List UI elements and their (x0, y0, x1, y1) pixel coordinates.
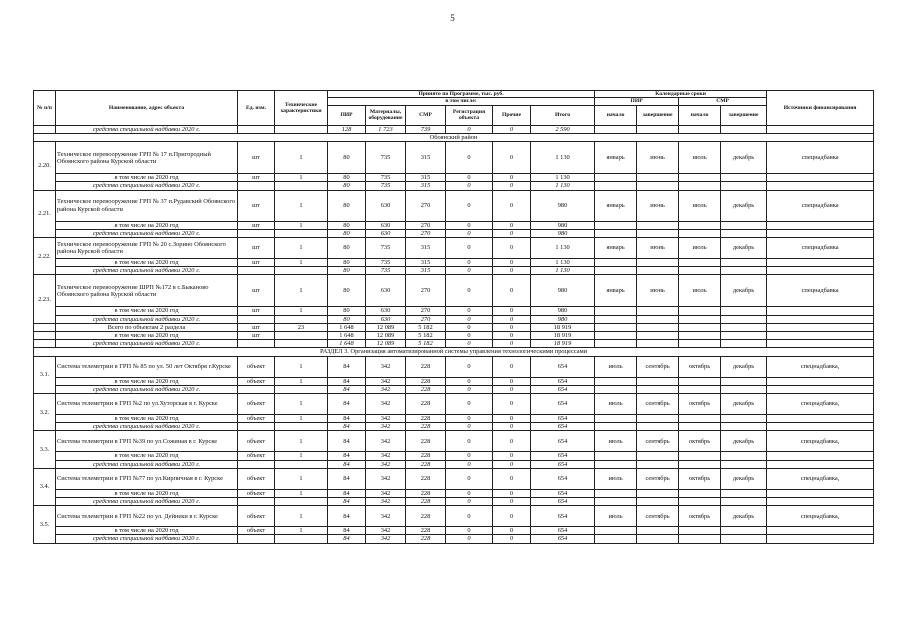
table-row: в том числе на 2020 год шт 1 80 735 315 0 0 1 130 (34, 259, 874, 267)
col-cal-smr: СМР (679, 98, 767, 105)
col-other: Прочие (493, 105, 531, 125)
col-pir-end: завершение (637, 105, 679, 125)
col-smr-start: начало (679, 105, 721, 125)
table-row: средства специальной надбавки 2020 г. 80 630 270 0 0 980 (34, 315, 874, 323)
table-row: 3.1. Система телеметрии в ГРП № 85 по ул. 50 лет Октября г.Курске объект 1 84 342 228 0 0 654 июль сентябрь октябрь декабрь спецнадбавка, (34, 356, 874, 377)
table-row: в том числе на 2020 год объект 1 84 342 228 0 0 654 (34, 452, 874, 460)
col-total: Итого (531, 105, 595, 125)
table-row: 3.2. Система телеметрии в ГРП №2 по ул.Хуторская в г. Курске объект 1 84 342 228 0 0 654 июль сентябрь октябрь декабрь спецнадбавка, (34, 394, 874, 415)
section-title: РАЗДЕЛ 3. Организация автоматизированной системы управления технологическими процессами (34, 348, 874, 356)
table-row: 2.21. Техническое перевооружение ГРП № 37 п.Рудавский Обоянского района Курской области шт 1 80 630 270 0 0 980 январь июнь июль декабрь спецнадбавка (34, 190, 874, 221)
table-row: средства специальной надбавки 2020 г. 128 1 723 739 0 0 2 590 (34, 125, 874, 133)
table-row: средства специальной надбавки 2020 г. 84 342 228 0 0 654 (34, 498, 874, 506)
col-incl: в том числе: (328, 98, 595, 105)
totals-row: Всего по объектам 2 раздела шт 23 1 648 12 089 5 182 0 0 18 919 (34, 323, 874, 331)
table-row: в том числе на 2020 год шт 1 80 630 270 0 0 980 (34, 221, 874, 229)
col-materials: Материалы, оборудование (366, 105, 406, 125)
district-row (34, 134, 874, 142)
table-row: средства специальной надбавки 2020 г. 80 735 315 0 0 1 130 (34, 267, 874, 275)
row-number: 2.23. (34, 275, 56, 323)
table-row: в том числе на 2020 год шт 1 80 630 270 0 0 980 (34, 307, 874, 315)
col-pir-start: начало (595, 105, 637, 125)
table-row: средства специальной надбавки 2020 г. 80 735 315 0 0 1 130 (34, 182, 874, 190)
section-row (34, 348, 874, 356)
object-name: Техническое перевооружение ГРП № 37 п.Рудавский Обоянского района Курской области (56, 190, 238, 221)
table-row: средства специальной надбавки 2020 г. 84 342 228 0 0 654 (34, 423, 874, 431)
row-number: 2.22. (34, 238, 56, 275)
col-cal-pir: ПИР (595, 98, 679, 105)
district-title: Обоянский район (34, 134, 874, 142)
object-name: Техническое перевооружение ГРП № 17 п.Пригородный Обоянского района Курской области (56, 142, 238, 174)
col-calendar: Календарные сроки (595, 91, 767, 98)
row-number: 3.2. (34, 394, 56, 431)
table-row: средства специальной надбавки 2020 г. 80 630 270 0 0 980 (34, 229, 874, 237)
col-reg: Регистрация объекта (446, 105, 493, 125)
table-header (34, 91, 874, 126)
totals-row: в том числе на 2020 год шт 1 648 12 089 5 182 0 0 18 919 (34, 332, 874, 340)
object-name: Техническое перевооружение ШРП №172 в с.Быканово Обоянского района Курской области (56, 275, 238, 307)
col-tech: Технические характеристики (275, 91, 328, 126)
col-smr-end: завершение (721, 105, 767, 125)
row-number: 2.21. (34, 190, 56, 237)
object-name: Система телеметрии в ГРП № 85 по ул. 50 лет Октября г.Курске (56, 356, 238, 377)
object-name: Система телеметрии в ГРП №2 по ул.Хуторская в г. Курске (56, 394, 238, 415)
table-row: средства специальной надбавки 2020 г. 84 342 228 0 0 654 (34, 460, 874, 468)
col-unit: Ед. изм. (238, 91, 275, 126)
table-row: 2.22. Техническое перевооружение ГРП № 20 с.Зорино Обоянского района Курской области шт 1 80 735 315 0 0 1 130 январь июнь июль декабрь спецнадбавка (34, 238, 874, 259)
table-row: 2.23. Техническое перевооружение ШРП №172 в с.Быканово Обоянского района Курской области шт 1 80 630 270 0 0 980 январь июнь июль декабрь спецнадбавка (34, 275, 874, 307)
table-row: в том числе на 2020 год шт 1 80 735 315 0 0 1 130 (34, 174, 874, 182)
col-source: Источники финансирования (767, 91, 874, 126)
col-pir: ПИР (328, 105, 366, 125)
row-number: 3.3. (34, 431, 56, 468)
row-number: 2.20. (34, 142, 56, 190)
object-name: Система телеметрии в ГРП №39 по ул.Сожиная в г. Курске (56, 431, 238, 452)
totals-row: средства специальной надбавки 2020 г. 1 648 12 089 5 182 0 0 18 919 (34, 340, 874, 348)
table-row: средства специальной надбавки 2020 г. 84 342 228 0 0 654 (34, 535, 874, 543)
row-number: 3.4. (34, 468, 56, 505)
table-row: средства специальной надбавки 2020 г. 84 342 228 0 0 654 (34, 385, 874, 393)
table-row: 2.20. Техническое перевооружение ГРП № 17 п.Пригородный Обоянского района Курской области шт 1 80 735 315 0 0 1 130 январь июнь июль декабрь спецнадбавка (34, 142, 874, 174)
object-name: Система телеметрии в ГРП №22 по ул. Дейнеки в г. Курске (56, 506, 238, 527)
object-name: Техническое перевооружение ГРП № 20 с.Зорино Обоянского района Курской области (56, 238, 238, 259)
table-row: в том числе на 2020 год объект 1 84 342 228 0 0 654 (34, 489, 874, 497)
object-name: Система телеметрии в ГРП №77 по ул.Кирпичная в г. Курске (56, 468, 238, 489)
table-row: в том числе на 2020 год объект 1 84 342 228 0 0 654 (34, 377, 874, 385)
table-row: в том числе на 2020 год объект 1 84 342 228 0 0 654 (34, 415, 874, 423)
page-number: 5 (450, 13, 455, 23)
row-number: 3.5. (34, 506, 56, 543)
table-row: 3.3. Система телеметрии в ГРП №39 по ул.Сожиная в г. Курске объект 1 84 342 228 0 0 654 июль сентябрь октябрь декабрь спецнадбавка, (34, 431, 874, 452)
col-name: Наименование, адрес объекта (56, 91, 238, 126)
table-row: 3.4. Система телеметрии в ГРП №77 по ул.Кирпичная в г. Курске объект 1 84 342 228 0 0 654 июль сентябрь октябрь декабрь спецнадбавка, (34, 468, 874, 489)
table-body (34, 125, 874, 543)
row-number: 3.1. (34, 356, 56, 393)
program-table (33, 90, 874, 544)
table-row: 3.5. Система телеметрии в ГРП №22 по ул. Дейнеки в г. Курске объект 1 84 342 228 0 0 654 июль сентябрь октябрь декабрь спецнадбавка, (34, 506, 874, 527)
col-accepted: Принято по Программе, тыс. руб. (328, 91, 595, 98)
col-num: № п/п (34, 91, 56, 126)
col-smr: СМР (406, 105, 446, 125)
table-row: в том числе на 2020 год объект 1 84 342 228 0 0 654 (34, 527, 874, 535)
